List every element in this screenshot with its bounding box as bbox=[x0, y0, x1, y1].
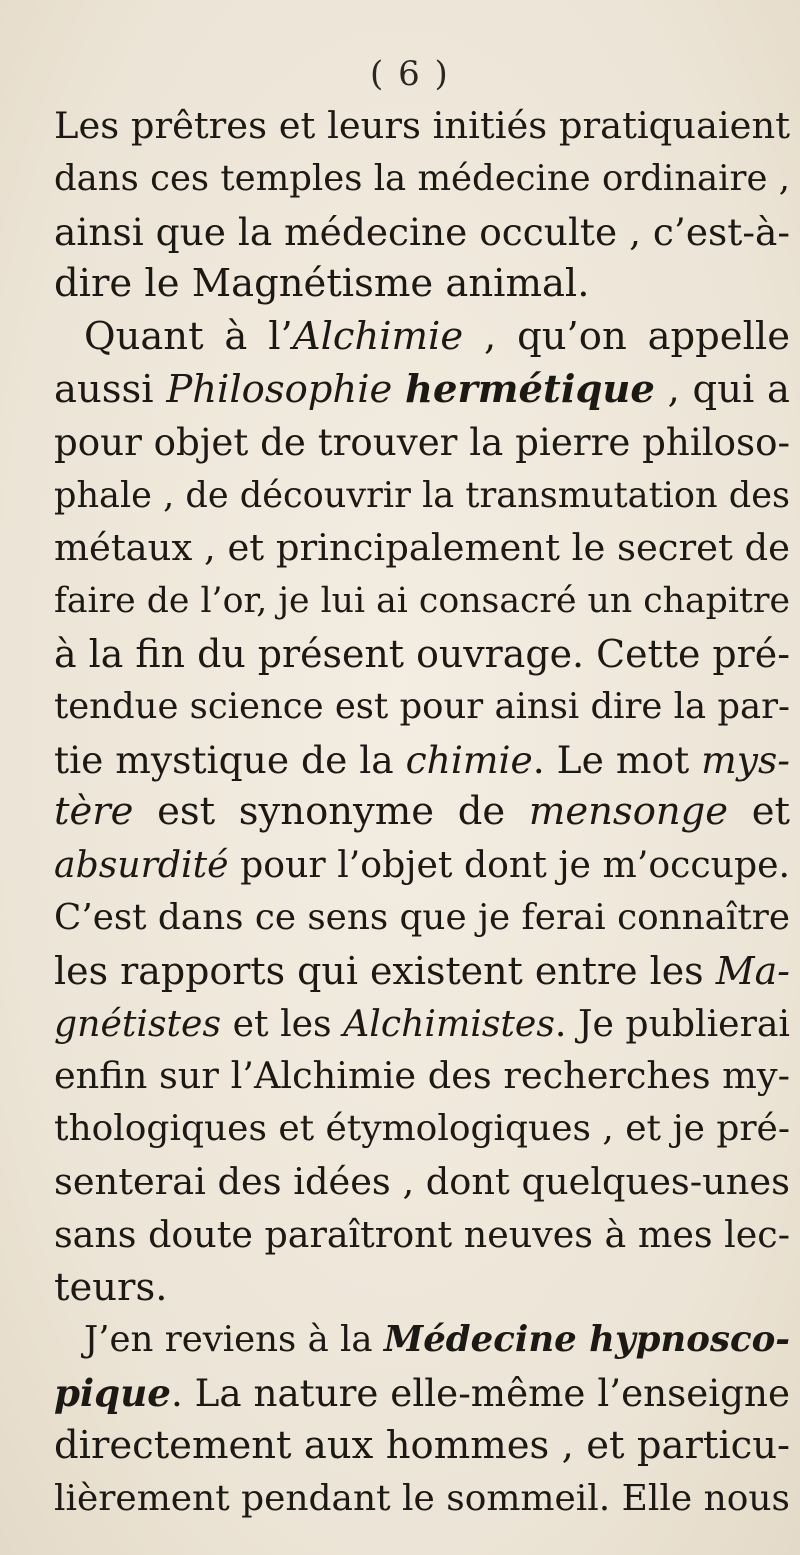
text-segment: et bbox=[728, 789, 791, 835]
text-segment: sans doute paraîtront neuves à mes lec- bbox=[54, 1212, 790, 1256]
text-segment: teurs. bbox=[54, 1264, 168, 1310]
text-line bbox=[54, 1314, 790, 1367]
text-line bbox=[54, 470, 790, 523]
text-segment: . Le mot bbox=[532, 737, 702, 782]
text-line bbox=[54, 1050, 790, 1103]
text-segment: à la fin du présent ouvrage. Cette pré- bbox=[54, 631, 790, 676]
text-line bbox=[54, 734, 790, 787]
text-segment: pour objet de trouver la pierre philoso- bbox=[54, 420, 790, 464]
text-line bbox=[54, 575, 790, 628]
text-line bbox=[54, 839, 790, 892]
text-segment: . Je publierai bbox=[554, 1001, 790, 1045]
text-line bbox=[54, 1156, 790, 1209]
emphasis-text: Médecine hypnosco- bbox=[383, 1319, 790, 1361]
text-segment: faire de l’or, je lui ai consacré un chapitre bbox=[54, 581, 790, 622]
text-line bbox=[54, 258, 790, 311]
text-segment: dire le Magnétisme animal. bbox=[54, 261, 590, 307]
text-segment: dans ces temples la médecine ordinaire , bbox=[54, 157, 790, 199]
text-segment: est synonyme de bbox=[133, 789, 529, 835]
text-segment: enfin sur l’Alchimie des recherches my- bbox=[54, 1054, 790, 1098]
text-line bbox=[54, 1473, 790, 1526]
text-segment: lièrement pendant le sommeil. Elle nous bbox=[54, 1477, 790, 1519]
text-line bbox=[54, 1367, 790, 1420]
text-line bbox=[54, 786, 790, 839]
emphasis-text: tère bbox=[54, 789, 134, 835]
text-segment: . La nature elle-même l’enseigne bbox=[170, 1371, 790, 1416]
text-segment: thologiques et étymologiques , et je pré- bbox=[54, 1108, 790, 1150]
text-segment: phale , de découvrir la transmutation des bbox=[54, 474, 790, 516]
text-line bbox=[54, 628, 790, 681]
text-segment: tie mystique de la bbox=[54, 737, 406, 782]
text-line bbox=[54, 153, 790, 206]
text-segment: J’en reviens à la bbox=[84, 1319, 384, 1361]
body-text bbox=[54, 100, 790, 1526]
emphasis-text: absurdité bbox=[54, 843, 229, 887]
text-segment: pour l’objet dont je m’occupe. bbox=[228, 843, 790, 887]
text-line bbox=[54, 100, 790, 153]
emphasis-text: Ma- bbox=[715, 948, 790, 993]
emphasis-text: hermétique bbox=[405, 366, 655, 412]
text-segment: C’est dans ce sens que je ferai connaître bbox=[54, 896, 790, 938]
text-line bbox=[54, 1262, 790, 1315]
text-line bbox=[54, 681, 790, 734]
text-segment bbox=[392, 367, 405, 412]
page-number: ( 6 ) bbox=[370, 54, 450, 94]
text-line bbox=[54, 998, 790, 1051]
emphasis-text: Alchimie bbox=[292, 314, 464, 360]
emphasis-text: Alchimistes bbox=[343, 1001, 555, 1045]
text-segment: ainsi que la médecine occulte , c’est-à- bbox=[54, 209, 790, 254]
emphasis-text: gnétistes bbox=[54, 1001, 222, 1045]
emphasis-text: chimie bbox=[405, 737, 533, 782]
text-segment: senterai des idées , dont quelques-unes bbox=[54, 1159, 790, 1203]
emphasis-text: mys- bbox=[701, 737, 790, 782]
text-segment: Les prêtres et leurs initiés pratiquaient bbox=[54, 104, 790, 147]
text-line bbox=[54, 1420, 790, 1473]
text-segment: aussi bbox=[54, 366, 167, 412]
emphasis-text: mensonge bbox=[528, 789, 729, 835]
text-line bbox=[54, 945, 790, 998]
text-segment: , qu’on appelle bbox=[463, 314, 791, 360]
text-segment: , qui a bbox=[654, 366, 790, 412]
text-line bbox=[54, 1209, 790, 1262]
emphasis-text: Philosophie bbox=[166, 366, 393, 412]
text-segment: les rapports qui existent entre les bbox=[54, 948, 716, 993]
text-line bbox=[54, 206, 790, 259]
text-line bbox=[54, 892, 790, 945]
text-segment: directement aux hommes , et particu- bbox=[54, 1422, 790, 1468]
text-segment: Quant à l’ bbox=[84, 314, 293, 360]
text-line bbox=[54, 417, 790, 470]
text-line bbox=[54, 364, 790, 417]
text-segment: métaux , et principalement le secret de bbox=[54, 526, 790, 570]
text-segment: tendue science est pour ainsi dire la par- bbox=[54, 685, 790, 727]
text-line bbox=[54, 1103, 790, 1156]
text-line bbox=[54, 311, 790, 364]
text-segment: et les bbox=[221, 1001, 344, 1045]
text-line bbox=[54, 522, 790, 575]
emphasis-text: pique bbox=[54, 1371, 171, 1416]
